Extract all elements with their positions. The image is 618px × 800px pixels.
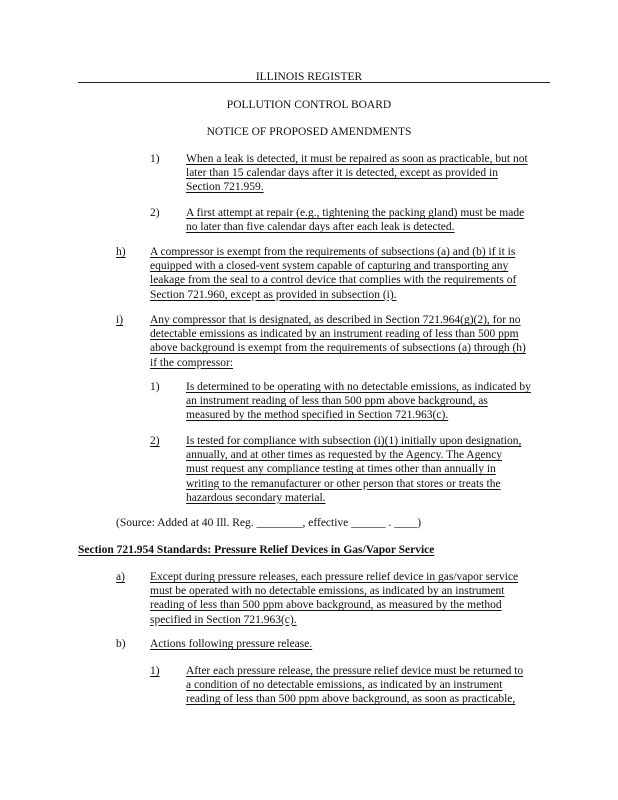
line: above background is exempt from the requirements of subsections (a) through (h) (150, 342, 526, 355)
line: Section 721.959. (186, 181, 264, 194)
item-b1-text (186, 664, 523, 707)
line: later than 15 calendar days after it is detected, except as provided in (186, 167, 498, 180)
notice-title: NOTICE OF PROPOSED AMENDMENTS (206, 126, 412, 138)
register-title: ILLINOIS REGISTER (255, 71, 363, 83)
line: must request any compliance testing at times other than annually in (186, 463, 496, 476)
line: Any compressor that is designated, as described in Section 721.964(g)(2), for no (150, 314, 521, 326)
line: specified in Section 721.963(c). (150, 613, 297, 626)
line: equipped with a closed-vent system capable of capturing and transporting any (150, 260, 509, 273)
item-i-label: i) (116, 314, 124, 326)
line: an instrument reading of less than 500 ppm above background, as (186, 395, 488, 408)
section-heading: Section 721.954 Standards: Pressure Relief Devices in Gas/Vapor Service (78, 544, 435, 556)
item-a-label: a) (116, 571, 125, 583)
line: After each pressure release, the pressure relief device must be returned to (186, 665, 524, 677)
item-g1-label: 1) (150, 153, 160, 165)
item-i-text (150, 313, 526, 370)
item-g1-text (186, 152, 528, 195)
line: Actions following pressure release. (150, 638, 313, 650)
line: Is determined to be operating with no detectable emissions, as indicated by (186, 381, 531, 393)
line: Except during pressure releases, each pressure relief device in gas/vapor service (150, 571, 519, 583)
line: reading of less than 500 ppm above background, as soon as practicable, (186, 693, 516, 706)
item-a-text (150, 570, 518, 627)
item-b1-label: 1) (150, 665, 160, 677)
line: writing to the remanufacturer or other person that stores or treats the (186, 477, 501, 490)
item-b-text (150, 637, 312, 651)
item-i2-label: 2) (150, 435, 160, 447)
item-g2-text (186, 206, 524, 234)
line: no later than five calendar days after each leak is detected. (186, 221, 455, 234)
board-title: POLLUTION CONTROL BOARD (226, 99, 392, 111)
line: annually, and at other times as requested by the Agency. The Agency (186, 449, 503, 462)
item-h-label: h) (116, 246, 126, 258)
item-i2-text (186, 434, 521, 505)
line: leakage from the seal to a control device that complies with the requirements of (150, 274, 517, 287)
line: A first attempt at repair (e.g., tightening the packing gland) must be made (186, 207, 525, 219)
line: A compressor is exempt from the requirements of subsections (a) and (b) if it is (150, 246, 516, 258)
item-i1-text (186, 380, 531, 423)
line: reading of less than 500 ppm above background, as measured by the method (150, 599, 502, 612)
item-b-label: b) (116, 638, 126, 650)
line: Section 721.960, except as provided in subsection (i). (150, 288, 397, 301)
item-i1-label: 1) (150, 381, 160, 393)
line: When a leak is detected, it must be repaired as soon as practicable, but not (186, 153, 528, 165)
line: detectable emissions as indicated by an instrument reading of less than 500 ppm (150, 328, 519, 341)
item-h-text (150, 245, 516, 302)
line: measured by the method specified in Section 721.963(c). (186, 409, 449, 422)
line: hazardous secondary material. (186, 491, 326, 504)
line: if the compressor: (150, 356, 234, 369)
line: must be operated with no detectable emissions, as indicated by an instrument (150, 585, 505, 598)
line: a condition of no detectable emissions, as indicated by an instrument (186, 679, 503, 692)
source-note: (Source: Added at 40 Ill. Reg. ________, effective ______ . ____) (116, 517, 422, 529)
line: Is tested for compliance with subsection (i)(1) initially upon designation, (186, 435, 522, 447)
item-g2-label: 2) (150, 207, 160, 219)
